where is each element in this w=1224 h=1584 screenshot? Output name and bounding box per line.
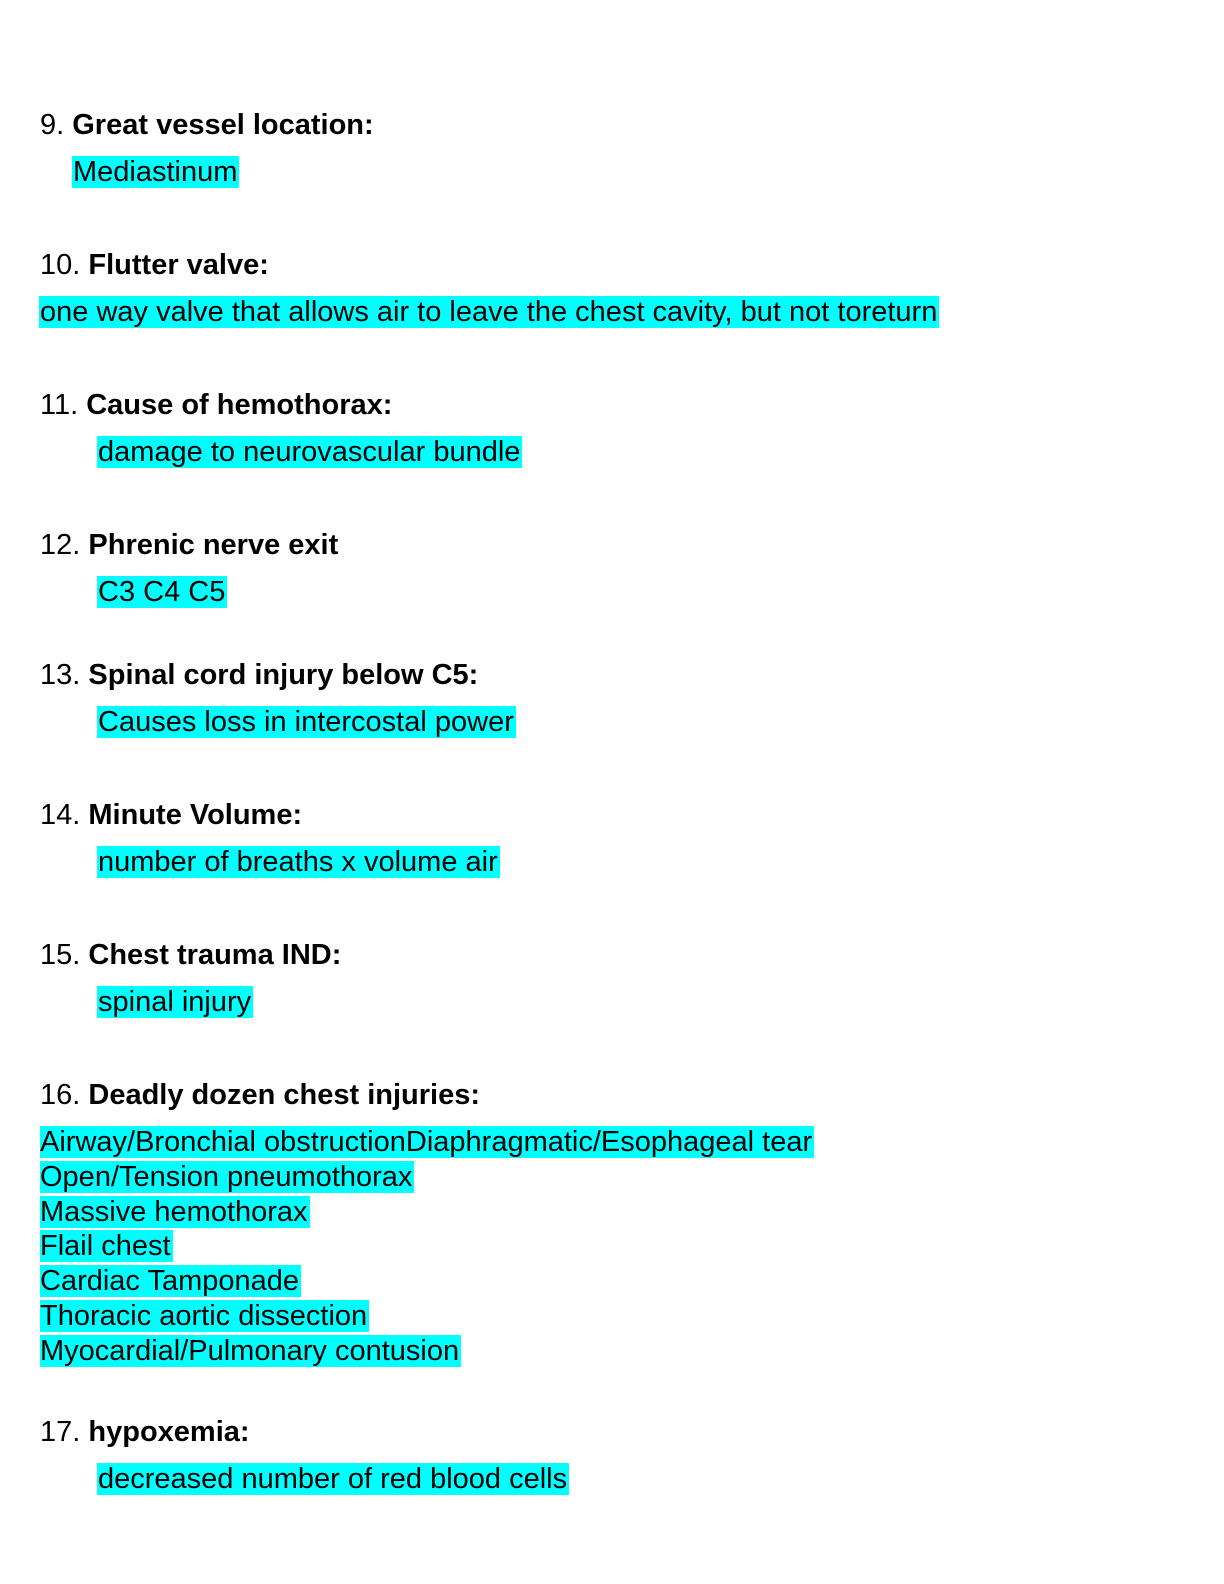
- answer-text: spinal injury: [98, 986, 252, 1018]
- answer-11: [97, 434, 522, 470]
- question-number: 10.: [40, 249, 81, 281]
- answer-17: [97, 1461, 569, 1497]
- question-number: 12.: [40, 529, 81, 561]
- answer-14: [97, 844, 500, 880]
- list-item: Flail chest: [40, 1230, 171, 1263]
- question-number: 13.: [40, 659, 81, 691]
- list-item: Massive hemothorax: [40, 1195, 308, 1228]
- answer-text: damage to neurovascular bundle: [98, 436, 521, 468]
- question-label: Deadly dozen chest injuries:: [88, 1079, 480, 1111]
- answer-text: one way valve that allows air to leave the chest cavity, but not toreturn: [40, 296, 938, 328]
- question-number: 17.: [40, 1416, 81, 1448]
- question-number: 9.: [40, 109, 65, 141]
- question-number: 15.: [40, 939, 81, 971]
- answer-16-list: [40, 1125, 814, 1369]
- question-label: Cause of hemothorax:: [86, 389, 393, 421]
- question-number: 16.: [40, 1079, 81, 1111]
- list-item: Open/Tension pneumothorax: [40, 1160, 413, 1193]
- question-label: Phrenic nerve exit: [88, 529, 339, 561]
- list-item: Cardiac Tamponade: [40, 1265, 300, 1298]
- question-12: [40, 528, 338, 562]
- question-label: Flutter valve:: [88, 249, 269, 281]
- list-item: Airway/Bronchial obstructionDiaphragmatic/Esophageal tear: [40, 1126, 813, 1158]
- question-14: [40, 798, 302, 832]
- question-11: [40, 388, 392, 422]
- question-17: [40, 1415, 250, 1449]
- question-10: [40, 248, 269, 282]
- answer-text: number of breaths x volume air: [98, 846, 498, 878]
- answer-text: decreased number of red blood cells: [98, 1463, 568, 1495]
- list-item: Thoracic aortic dissection: [40, 1299, 368, 1332]
- answer-10: [39, 294, 939, 330]
- question-15: [40, 938, 341, 972]
- question-label: Spinal cord injury below C5:: [88, 659, 479, 691]
- question-9: [40, 108, 374, 142]
- question-label: Chest trauma IND:: [88, 939, 342, 971]
- answer-12: [97, 574, 227, 610]
- answer-text: Causes loss in intercostal power: [98, 706, 514, 738]
- question-label: Minute Volume:: [88, 799, 303, 831]
- question-number: 11.: [40, 389, 79, 421]
- list-item: Myocardial/Pulmonary contusion: [40, 1334, 460, 1367]
- question-16: [40, 1078, 480, 1112]
- answer-13: [97, 704, 516, 740]
- question-label: hypoxemia:: [88, 1416, 250, 1448]
- answer-text: C3 C4 C5: [98, 576, 226, 608]
- answer-15: [97, 984, 253, 1020]
- answer-text: Mediastinum: [73, 156, 238, 188]
- question-13: [40, 658, 478, 692]
- question-label: Great vessel location:: [72, 109, 374, 141]
- answer-9: [72, 154, 239, 190]
- question-number: 14.: [40, 799, 81, 831]
